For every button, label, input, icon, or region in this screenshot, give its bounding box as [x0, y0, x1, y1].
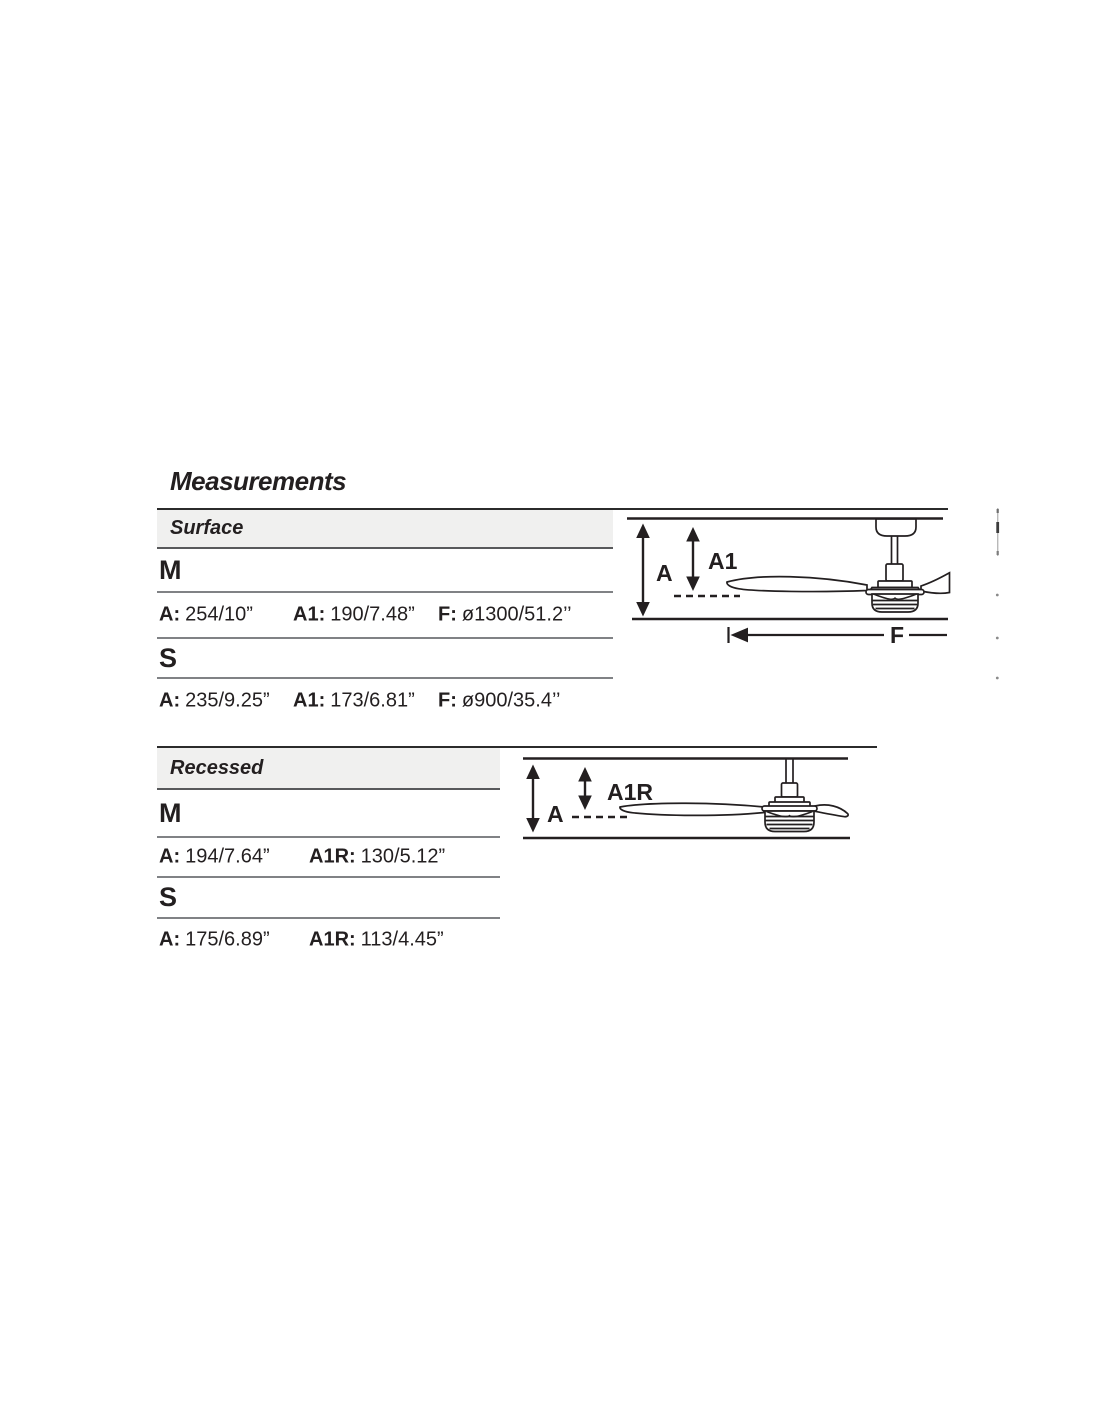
dim-item	[293, 690, 415, 713]
fan-illustration	[866, 519, 924, 612]
dim-label-a: A	[656, 560, 673, 586]
dim-value: 194/7.64”	[185, 845, 270, 868]
dim-item	[438, 690, 560, 713]
fan-blade-right	[815, 805, 848, 817]
size-row-s	[157, 878, 500, 919]
dim-item	[159, 928, 270, 951]
f-dimension-line	[729, 627, 948, 643]
dim-value: 175/6.89”	[185, 928, 270, 950]
dim-value: 173/6.81”	[330, 689, 415, 712]
fan-blade-left	[727, 577, 867, 592]
surface-table-header	[157, 510, 613, 549]
page-title: Measurements	[170, 466, 347, 496]
dim-value: ø1300/51.2’’	[461, 603, 572, 626]
dim-label-f: F	[890, 622, 905, 648]
surface-mount-diagram	[620, 495, 1012, 695]
dim-label: A1R:	[309, 845, 356, 868]
dim-value: 254/10”	[185, 603, 253, 626]
size-label: M	[159, 797, 182, 828]
dim-arrow-a	[636, 524, 650, 617]
dim-value: 130/5.12”	[360, 845, 446, 868]
dims-row	[157, 679, 613, 723]
fan-coupling	[886, 564, 903, 581]
fan-blade-right	[921, 573, 950, 594]
dim-item	[159, 846, 270, 869]
size-label: S	[159, 882, 178, 912]
dim-label: A:	[159, 928, 181, 950]
fan-illustration	[762, 759, 817, 832]
dim-value: ø900/35.4’’	[461, 689, 561, 712]
dim-label: A1R:	[309, 928, 356, 950]
dim-item	[438, 604, 572, 627]
dim-value: 235/9.25”	[185, 689, 270, 712]
dim-arrow-a1	[686, 527, 700, 591]
dim-label: A1:	[293, 689, 326, 712]
size-label: S	[159, 642, 178, 673]
dim-label: A1:	[293, 603, 326, 626]
crop-artifact	[996, 508, 999, 679]
dim-label: A:	[159, 689, 181, 712]
dim-label-a: A	[547, 801, 564, 827]
dim-item	[309, 928, 444, 951]
fan-canopy	[876, 519, 916, 536]
dims-row	[157, 919, 500, 960]
recessed-table	[157, 748, 500, 960]
dim-value: 113/4.45”	[360, 928, 444, 950]
recessed-header-label: Recessed	[170, 756, 264, 779]
size-row-m	[157, 790, 500, 838]
dim-label: F:	[438, 603, 457, 626]
surface-header-label: Surface	[170, 517, 244, 539]
dim-label: A:	[159, 845, 181, 868]
dim-item	[159, 690, 270, 713]
dim-item	[159, 604, 253, 627]
dim-arrow-a1r	[578, 767, 592, 810]
size-row-s	[157, 639, 613, 679]
dim-label: F:	[438, 689, 457, 712]
dim-arrow-a	[526, 765, 540, 833]
dims-row	[157, 838, 500, 878]
size-row-m	[157, 549, 613, 593]
dims-row	[157, 593, 613, 639]
dim-label: A:	[159, 603, 181, 626]
dim-label-a1r: A1R	[607, 779, 654, 805]
recessed-table-header	[157, 748, 500, 790]
recessed-mount-diagram	[505, 740, 885, 860]
size-label: M	[159, 554, 182, 585]
fan-blade-left	[620, 803, 764, 815]
dim-item	[293, 604, 415, 627]
dim-item	[309, 846, 445, 869]
surface-table	[157, 510, 613, 723]
fan-coupling	[782, 783, 798, 797]
dim-label-a1: A1	[708, 548, 738, 574]
dim-value: 190/7.48”	[330, 603, 415, 626]
